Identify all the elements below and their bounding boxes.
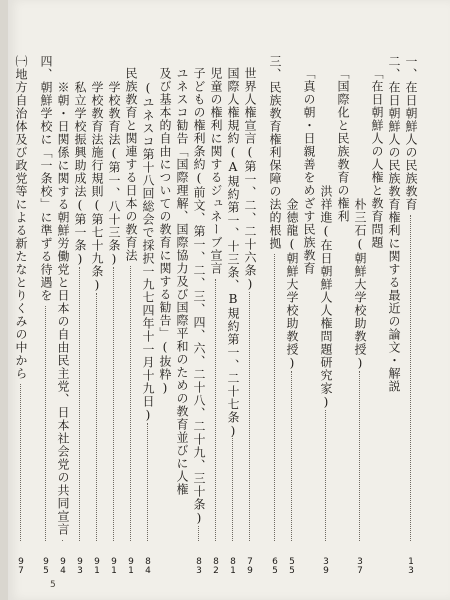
toc-leader-dots — [113, 267, 114, 541]
toc-leader-dots — [215, 279, 216, 541]
toc-entry-title: 朴三石(朝鮮大学校助教授) — [353, 198, 367, 371]
toc-entry-title: 私立学校振興助成法(第一条) — [73, 81, 87, 267]
toc-leader-dots — [249, 292, 250, 541]
toc-entry — [123, 55, 138, 575]
toc-entry — [191, 55, 206, 575]
toc-page-number: 97 — [16, 557, 26, 575]
toc-page-number: 13 — [406, 557, 416, 575]
toc-leader-dots — [198, 526, 199, 541]
toc-entry — [157, 55, 172, 575]
toc-entry — [335, 55, 350, 575]
toc-entry-title: 世界人権宣言(第一、二、二十六条) — [243, 67, 257, 292]
toc-entry — [13, 55, 28, 575]
toc-entry — [106, 55, 121, 575]
toc-page-number: 83 — [194, 557, 204, 575]
toc-leader-dots — [274, 254, 275, 541]
toc-page-number: 37 — [355, 557, 365, 575]
toc-leader-dots — [96, 293, 97, 541]
toc-entry-title: ※朝・日関係に関する朝鮮労働党と日本の自由民主党、日本社会党の共同宣言 — [56, 81, 70, 536]
toc-leader-dots — [232, 435, 233, 541]
toc-entry — [242, 55, 257, 575]
toc-page-number: 39 — [321, 557, 331, 575]
toc-leader-dots — [410, 215, 411, 541]
toc-entry-title: 学校教育法(第一、八十三条) — [107, 81, 121, 267]
toc-entry — [55, 55, 70, 575]
toc-entry-title: 及び基本的自由についての教育に関する勧告」(抜粋) — [158, 67, 172, 396]
toc-page-number: 91 — [92, 557, 102, 575]
toc-entry-title: 国際人権規約(A規約第一、十三条、B規約第一、二十七条) — [226, 67, 240, 439]
toc-entry-title: 金徳龍(朝鮮大学校助教授) — [285, 198, 299, 371]
toc-page-number: 81 — [228, 557, 238, 575]
toc-page-number: 79 — [245, 557, 255, 575]
toc-page-number: 95 — [41, 557, 51, 575]
toc-page-number: 65 — [270, 557, 280, 575]
toc-leader-dots — [130, 266, 131, 541]
toc-entry-title: ユネスコ勧告「国際理解、国際協力及び国際平和のための教育並びに人権 — [175, 67, 189, 496]
book-page — [8, 0, 450, 600]
toc-leader-dots — [291, 371, 292, 541]
toc-entry-title: 民族教育と関連する日本の教育法 — [124, 67, 138, 262]
toc-entry — [89, 55, 104, 575]
toc-leader-dots — [325, 410, 326, 541]
toc-entry-title: (ユネスコ第十八回総会で採択一九七四年十一月十九日) — [141, 81, 155, 423]
toc-entry — [386, 55, 401, 575]
toc-entry-title: 児童の権利に関するジュネーブ宣言 — [209, 67, 223, 275]
toc-entry — [208, 55, 223, 575]
toc-entry-title: 洪祥進(在日朝鮮人人権問題研究家) — [319, 185, 333, 410]
toc-entry-title: 四、朝鮮学校に「一条校」に準ずる待遇を — [39, 55, 53, 302]
toc-entry — [174, 55, 189, 575]
toc-entry-title: 「国際化と民族教育の権利 — [336, 67, 350, 223]
toc-page-number: 84 — [143, 557, 153, 575]
toc-leader-dots — [62, 540, 63, 541]
toc-entry — [369, 55, 384, 575]
toc-entry — [403, 55, 418, 575]
toc-leader-dots — [359, 371, 360, 541]
toc-page-number: 91 — [126, 557, 136, 575]
toc-page-number: 55 — [287, 557, 297, 575]
toc-entry — [140, 55, 155, 575]
toc-page-number: 93 — [75, 557, 85, 575]
toc-entry-title: 学校教育法施行規則(第七十九条) — [90, 81, 104, 293]
toc-entry — [318, 55, 333, 575]
toc-page-number: 82 — [211, 557, 221, 575]
toc-entry-title: 三、民族教育権利保障の法的根拠 — [268, 55, 282, 250]
toc-entry-title: ㈠地方自治体及び政党等による新たなとりくみの中から — [14, 55, 28, 380]
toc-entry — [72, 55, 87, 575]
toc-entry — [38, 55, 53, 575]
toc-entry — [352, 55, 367, 575]
table-of-contents — [13, 55, 418, 575]
toc-entry-title: 子どもの権利条約(前文、第一、二、三、四、六、二十八、二十九、三十条) — [192, 67, 206, 526]
toc-leader-dots — [147, 423, 148, 541]
toc-leader-dots — [20, 384, 21, 541]
toc-entry — [301, 55, 316, 575]
toc-entry-title: 一、在日朝鮮人の民族教育 — [404, 55, 418, 211]
toc-entry-title: 「真の朝・日親善をめざす民族教育 — [302, 67, 316, 275]
toc-leader-dots — [45, 306, 46, 541]
toc-entry-title: 二、在日朝鮮人の民族教育権利に関する最近の論文・解説 — [387, 55, 401, 393]
toc-entry-title: 「在日朝鮮人の人権と教育問題 — [370, 67, 384, 249]
toc-page-number: 91 — [109, 557, 119, 575]
toc-entry — [267, 55, 282, 575]
toc-page-number: 94 — [58, 557, 68, 575]
toc-entry — [225, 55, 240, 575]
toc-leader-dots — [79, 267, 80, 541]
toc-entry — [284, 55, 299, 575]
page-folio: 5 — [50, 580, 56, 590]
